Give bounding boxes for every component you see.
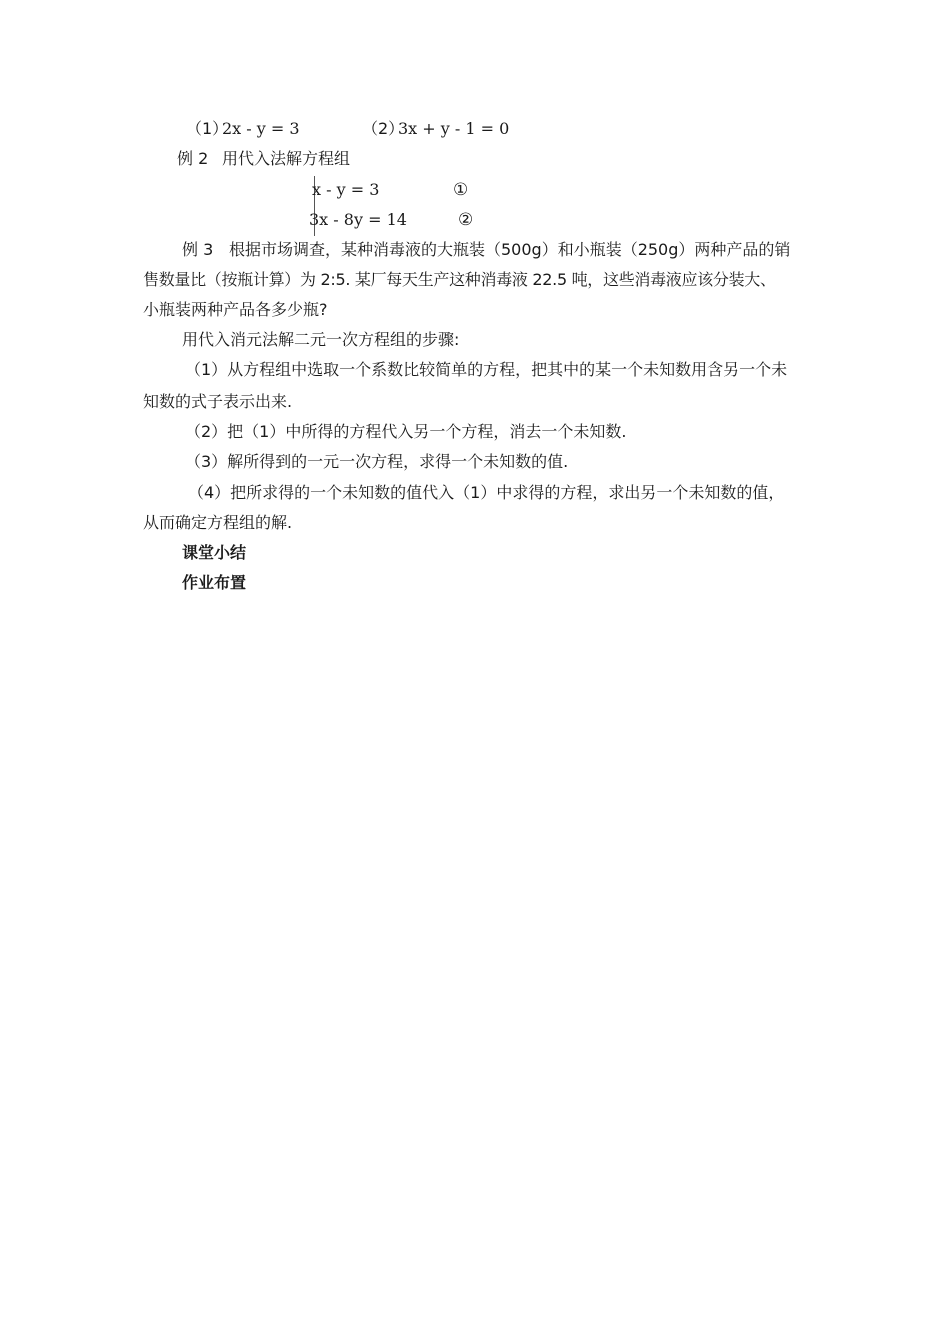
heading-homework: 作业布置 <box>182 573 247 592</box>
system-equation-2: 3x - 8y = 14 <box>309 210 407 229</box>
step-1-line-2: 知数的式子表示出来. <box>143 392 293 411</box>
heading-class-summary: 课堂小结 <box>182 543 247 562</box>
steps-intro: 用代入消元法解二元一次方程组的步骤: <box>182 330 460 349</box>
example-3-label: 例 3 <box>182 240 214 259</box>
example-2-title: 用代入法解方程组 <box>222 149 351 168</box>
exercise-1-label: （1） <box>186 119 229 138</box>
step-1-line-1: （1）从方程组中选取一个系数比较简单的方程，把其中的某一个未知数用含另一个未 <box>185 360 788 379</box>
equation-2-marker: ② <box>458 210 474 230</box>
step-4-line-2: 从而确定方程组的解. <box>143 513 293 532</box>
step-2: （2）把（1）中所得的方程代入另一个方程，消去一个未知数. <box>185 422 627 441</box>
equation-1-marker: ① <box>453 180 469 200</box>
step-3: （3）解所得到的一元一次方程，求得一个未知数的值. <box>185 452 569 471</box>
exercise-1-equation: 2x - y = 3 <box>222 119 300 138</box>
example-3-text-line-1: 根据市场调查，某种消毒液的大瓶装（500g）和小瓶装（250g）两种产品的销 <box>229 240 791 259</box>
exercise-2-equation: 3x + y - 1 = 0 <box>398 119 510 138</box>
example-3-text-line-3: 小瓶装两种产品各多少瓶? <box>143 300 328 319</box>
example-2-label: 例 2 <box>177 149 209 168</box>
example-3-text-line-2: 售数量比（按瓶计算）为 2:5. 某厂每天生产这种消毒液 22.5 吨，这些消毒液应该分装大、 <box>143 270 776 289</box>
exercise-2-label: （2） <box>362 119 405 138</box>
system-equation-1: x - y = 3 <box>312 180 380 199</box>
step-4-line-1: （4）把所求得的一个未知数的值代入（1）中求得的方程，求出另一个未知数的值， <box>188 483 785 502</box>
